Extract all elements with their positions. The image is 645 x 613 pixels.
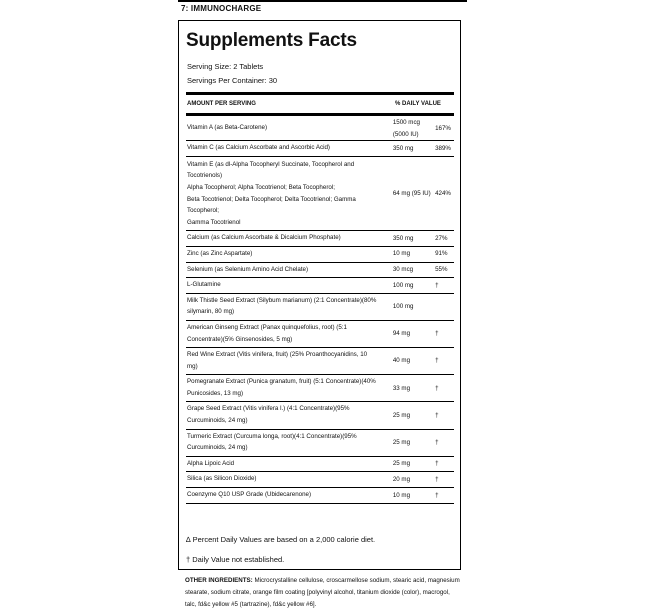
table-row xyxy=(186,246,454,262)
nutrient-daily-value: † xyxy=(435,402,454,429)
nutrient-name xyxy=(186,402,393,429)
nutrient-name-line: Turmeric Extract (Curcuma longa, root)(4:1 Concentrate)(95% xyxy=(187,432,357,440)
table-row xyxy=(186,117,454,141)
table-row xyxy=(186,429,454,456)
nutrient-amount xyxy=(393,293,435,320)
other-ingredients-label: OTHER INGREDIENTS: xyxy=(185,577,253,584)
nutrient-name-line: Tocopherol; xyxy=(187,207,219,215)
nutrient-name-line: L-Glutamine xyxy=(187,281,221,289)
facts-title: Supplements Facts xyxy=(186,30,357,51)
table-row xyxy=(186,375,454,402)
table-row xyxy=(186,141,454,157)
nutrient-name-line: Gamma Tocotrienol xyxy=(187,218,241,226)
nutrient-daily-value: 27% xyxy=(435,231,454,247)
nutrient-amount-line: 100 mg xyxy=(392,303,414,311)
table-row xyxy=(186,262,454,278)
nutrient-name-line: mg) xyxy=(187,362,198,370)
nutrient-name-line: Vitamin E (as dl-Alpha Tocopheryl Succinate, Tocopherol and xyxy=(187,160,355,168)
table-row xyxy=(186,156,454,231)
top-rule xyxy=(178,0,467,2)
nutrient-amount xyxy=(393,348,435,375)
nutrient-name xyxy=(186,348,393,375)
nutrient-amount xyxy=(393,375,435,402)
nutrient-amount-line: 10 mg xyxy=(392,491,411,499)
nutrient-amount-line: 1500 mcg xyxy=(392,119,420,126)
nutrient-name-line: silymarin, 80 mg) xyxy=(187,308,235,316)
nutrient-amount-line: 350 mg xyxy=(392,234,414,242)
footnote-dagger: † Daily Value not established. xyxy=(186,555,285,564)
table-row xyxy=(186,320,454,347)
nutrient-name-line: Silica (as Silicon Dioxide) xyxy=(187,475,257,483)
amount-header: AMOUNT PER SERVING xyxy=(187,101,256,107)
nutrient-amount-line: 94 mg xyxy=(392,330,411,338)
nutrient-name-line: Beta Tocotrienol; Delta Tocopherol; Delta Tocotrienol; Gamma xyxy=(187,195,356,203)
nutrient-amount xyxy=(393,320,435,347)
nutrient-amount-line: 20 mg xyxy=(392,475,411,483)
nutrient-name xyxy=(186,141,393,157)
nutrient-daily-value: 389% xyxy=(435,141,454,157)
nutrient-daily-value: † xyxy=(435,320,454,347)
other-ingredients xyxy=(185,575,460,611)
nutrient-amount-line: 40 mg xyxy=(392,357,411,365)
nutrient-daily-value: † xyxy=(435,278,454,294)
nutrient-name-line: Concentrate)(5% Ginsenosides, 5 mg) xyxy=(187,335,293,343)
nutrient-amount-line: 25 mg xyxy=(392,411,411,419)
nutrient-name-line: Calcium (as Calcium Ascorbate & Dicalcium Phosphate) xyxy=(187,234,341,242)
nutrient-name-line: Alpha Lipoic Acid xyxy=(187,459,235,467)
table-row xyxy=(186,278,454,294)
nutrient-daily-value: † xyxy=(435,472,454,488)
nutrient-amount-line: (5000 IU) xyxy=(392,130,419,138)
nutrient-name xyxy=(186,278,393,294)
nutrient-amount xyxy=(393,456,435,472)
nutrient-name-line: Selenium (as Selenium Amino Acid Chelate) xyxy=(187,265,309,273)
nutrient-daily-value xyxy=(435,293,454,320)
table-row xyxy=(186,348,454,375)
nutrient-amount xyxy=(393,262,435,278)
nutrient-daily-value: † xyxy=(435,375,454,402)
nutrient-amount xyxy=(393,472,435,488)
nutrient-name-line: Curcuminoids, 24 mg) xyxy=(187,417,248,425)
nutrient-name-line: Zinc (as Zinc Aspartate) xyxy=(187,249,253,257)
nutrient-name-line: Pomegranate Extract (Punica granatum, fruit) (5:1 Concentrate)(40% xyxy=(187,378,376,386)
nutrient-amount xyxy=(393,488,435,504)
nutrient-amount-line: 30 mcg xyxy=(392,266,414,274)
nutrient-name xyxy=(186,293,393,320)
nutrient-name-line: American Ginseng Extract (Panax quinquefolius, root) (5:1 xyxy=(187,323,347,331)
nutrient-name-line: Coenzyme Q10 USP Grade (Ubidecarenone) xyxy=(187,491,312,499)
header-bottom-rule xyxy=(186,113,454,116)
nutrient-amount xyxy=(393,402,435,429)
nutrient-daily-value: † xyxy=(435,348,454,375)
nutrient-name xyxy=(186,231,393,247)
table-row xyxy=(186,456,454,472)
nutrient-amount xyxy=(393,278,435,294)
nutrient-amount-line: 64 mg (95 IU) xyxy=(392,189,431,197)
nutrient-amount xyxy=(393,156,435,231)
nutrient-daily-value: † xyxy=(435,488,454,504)
nutrient-name xyxy=(186,320,393,347)
nutrient-name-line: Vitamin A (as Beta-Carotene) xyxy=(187,124,268,132)
nutrient-name-line: Curcuminoids, 24 mg) xyxy=(187,444,248,452)
footnote-daily-values: ∆ Percent Daily Values are based on a 2,000 calorie diet. xyxy=(186,535,376,544)
table-row xyxy=(186,293,454,320)
nutrient-daily-value: 424% xyxy=(435,156,454,231)
nutrient-name xyxy=(186,262,393,278)
other-ingredients-text: Microcrystalline cellulose, croscarmellose sodium, stearic acid, magnesium stearate, sodium citrate, orange film coating [polyvinyl alcohol, titanium dioxide (color), macrogol, talc, fd&c yellow #5 (tartrazine), fd&c yellow #6]. xyxy=(185,577,460,608)
nutrient-name xyxy=(186,156,393,231)
nutrient-amount xyxy=(393,429,435,456)
nutrient-daily-value: 167% xyxy=(435,117,454,141)
table-row xyxy=(186,472,454,488)
nutrient-daily-value: † xyxy=(435,456,454,472)
nutrient-amount-line: 100 mg xyxy=(392,281,414,289)
nutrient-amount xyxy=(393,117,435,141)
nutrient-amount-line: 25 mg xyxy=(392,460,411,468)
serving-size: Serving Size: 2 Tablets xyxy=(187,62,264,71)
nutrient-daily-value: † xyxy=(435,429,454,456)
nutrient-amount-line: 350 mg xyxy=(392,144,414,152)
nutrient-name xyxy=(186,472,393,488)
nutrient-name-line: Alpha Tocopherol; Alpha Tocotrienol; Beta Tocopherol; xyxy=(187,183,335,191)
table-row xyxy=(186,488,454,504)
header-rule xyxy=(186,92,454,95)
nutrient-amount xyxy=(393,231,435,247)
nutrient-name-line: Tocotrienols) xyxy=(187,172,223,180)
nutrient-name xyxy=(186,488,393,504)
nutrient-name xyxy=(186,117,393,141)
nutrient-name-line: Grape Seed Extract (Vitis vinifera l.) (4:1 Concentrate)(95% xyxy=(187,405,350,413)
nutrient-daily-value: 55% xyxy=(435,262,454,278)
nutrient-amount-line: 25 mg xyxy=(392,438,411,446)
nutrient-name-line: Vitamin C (as Calcium Ascorbate and Ascorbic Acid) xyxy=(187,144,330,152)
nutrient-daily-value: 91% xyxy=(435,246,454,262)
daily-value-header: % DAILY VALUE xyxy=(395,101,441,107)
nutrient-name xyxy=(186,375,393,402)
nutrient-name xyxy=(186,429,393,456)
nutrient-amount xyxy=(393,141,435,157)
nutrient-amount-line: 10 mg xyxy=(392,250,411,258)
nutrient-table xyxy=(186,117,454,504)
table-row xyxy=(186,402,454,429)
nutrient-amount xyxy=(393,246,435,262)
nutrient-name-line: Punicosides, 13 mg) xyxy=(187,389,244,397)
nutrient-name xyxy=(186,456,393,472)
product-title: 7: IMMUNOCHARGE xyxy=(181,4,262,13)
nutrient-name-line: Red Wine Extract (Vitis vinifera, fruit) (25% Proanthocyanidins, 10 xyxy=(187,351,368,359)
nutrient-name-line: Milk Thistle Seed Extract (Silybum marianum) (2:1 Concentrate)(80% xyxy=(187,296,377,304)
nutrient-name xyxy=(186,246,393,262)
table-row xyxy=(186,231,454,247)
servings-per-container: Servings Per Container: 30 xyxy=(187,76,278,85)
nutrient-amount-line: 33 mg xyxy=(392,384,411,392)
